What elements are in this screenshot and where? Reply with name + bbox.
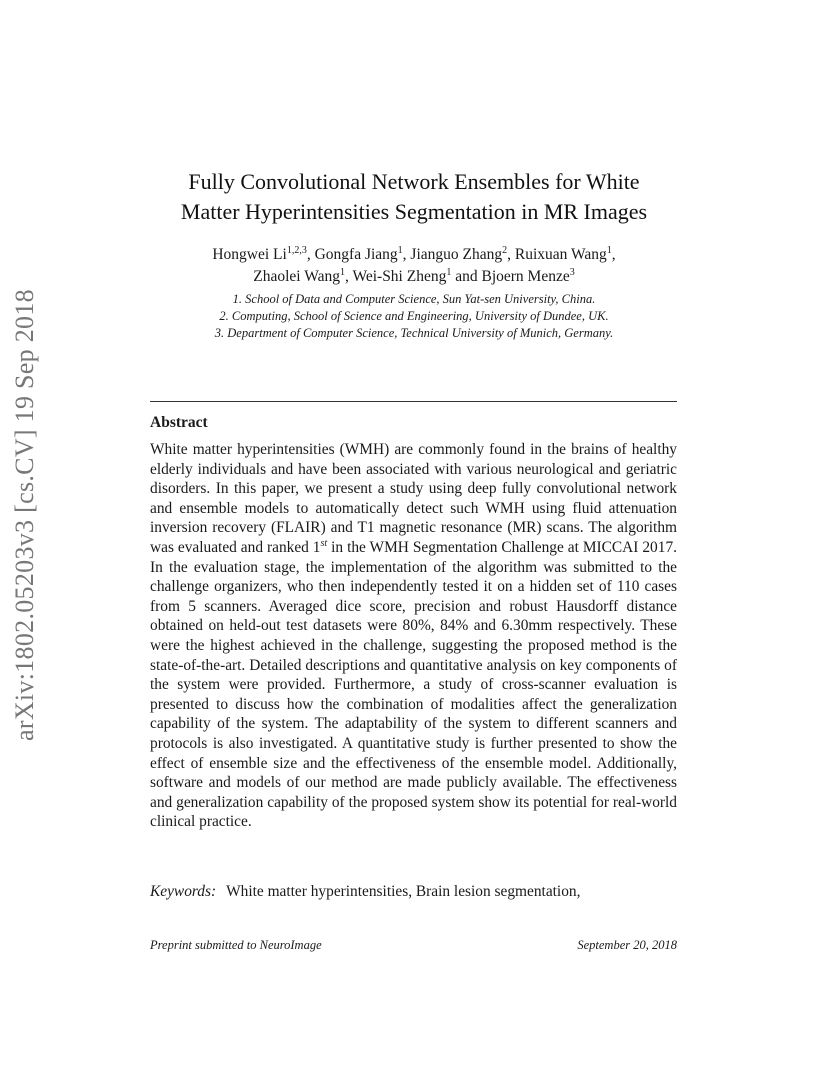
author-line-2: [150, 266, 678, 288]
author-affiliation-mark: 1: [606, 244, 612, 256]
affiliation-3: 3. Department of Computer Science, Technical University of Munich, Germany.: [214, 326, 614, 340]
author-separator: ,: [402, 246, 411, 263]
arxiv-sidebar: [0, 285, 50, 745]
section-divider: [150, 401, 677, 402]
author-separator: ,: [344, 268, 353, 285]
abstract-body: [150, 440, 677, 832]
author-name: Gongfa Jiang: [314, 246, 398, 263]
keywords-text: White matter hyperintensities, Brain lesion segmentation,: [226, 883, 581, 900]
rank-superscript: st: [320, 537, 328, 549]
title-line-2: Matter Hyperintensities Segmentation in MR Images: [180, 199, 648, 224]
author-name: Ruixuan Wang: [514, 246, 607, 263]
author-affiliation-mark: 1: [339, 266, 345, 278]
author-separator: ,: [306, 246, 315, 263]
affiliation-1: 1. School of Data and Computer Science, Sun Yat-sen University, China.: [232, 292, 596, 306]
author-line-1: [150, 244, 678, 266]
author-name: Hongwei Li: [212, 246, 287, 263]
keywords-label: Keywords:: [150, 883, 217, 900]
author-name: Zhaolei Wang: [253, 268, 340, 285]
author-separator: ,: [611, 246, 616, 263]
arxiv-identifier: arXiv:1802.05203v3 [cs.CV] 19 Sep 2018: [10, 289, 39, 741]
affiliation-list: [150, 291, 678, 342]
author-separator: and: [451, 268, 482, 285]
author-affiliation-mark: 1: [397, 244, 403, 256]
footer-preprint-note: Preprint submitted to NeuroImage: [150, 938, 322, 952]
author-name: Jianguo Zhang: [410, 246, 503, 263]
author-name: Bjoern Menze: [481, 268, 570, 285]
author-affiliation-mark: 3: [569, 266, 575, 278]
author-affiliation-mark: 1: [446, 266, 452, 278]
keywords: [150, 882, 677, 902]
abstract-heading: Abstract: [150, 414, 208, 431]
author-list: [150, 244, 678, 288]
affiliation-2: 2. Computing, School of Science and Engineering, University of Dundee, UK.: [219, 309, 609, 323]
author-name: Wei-Shi Zheng: [352, 268, 447, 285]
author-affiliation-mark: 2: [502, 244, 508, 256]
abstract-text-part-1: White matter hyperintensities (WMH) are commonly found in the brains of healthy elderly individuals and have been associated with various neurological and geriatric disorders. In this paper, we present a study using deep fully convolutional network and ensemble models to automatically detect such WMH using fluid attenuation inversion recovery (FLAIR) and T1 magnetic resonance (MR) scans. The algorithm was evaluated and ranked 1: [150, 441, 677, 556]
author-affiliation-mark: 1,2,3: [286, 244, 307, 256]
footer-date: September 20, 2018: [577, 938, 677, 952]
author-separator: ,: [507, 246, 515, 263]
title-line-1: Fully Convolutional Network Ensembles for White: [188, 169, 640, 194]
paper-title: [150, 167, 678, 227]
abstract-text-part-2: in the WMH Segmentation Challenge at MICCAI 2017. In the evaluation stage, the implementation of the algorithm was submitted to the challenge organizers, who then independently tested it on a hidden set of 110 cases from 5 scanners. Averaged dice score, precision and robust Hausdorff distance obtained on held-out test datasets were 80%, 84% and 6.30mm respectively. These were the highest achieved in the challenge, suggesting the proposed method is the state-of-the-art. Detailed descriptions and quantitative analysis on key components of the system were provided. Furthermore, a study of cross-scanner evaluation is presented to discuss how the combination of modalities affect the generalization capability of the system. The adaptability of the system to different scanners and protocols is also investigated. A quantitative study is further presented to show the effect of ensemble size and the effectiveness of the ensemble model. Additionally, software and models of our method are made publicly available. The effectiveness and generalization capability of the proposed system show its potential for real-world clinical practice.: [150, 538, 677, 831]
